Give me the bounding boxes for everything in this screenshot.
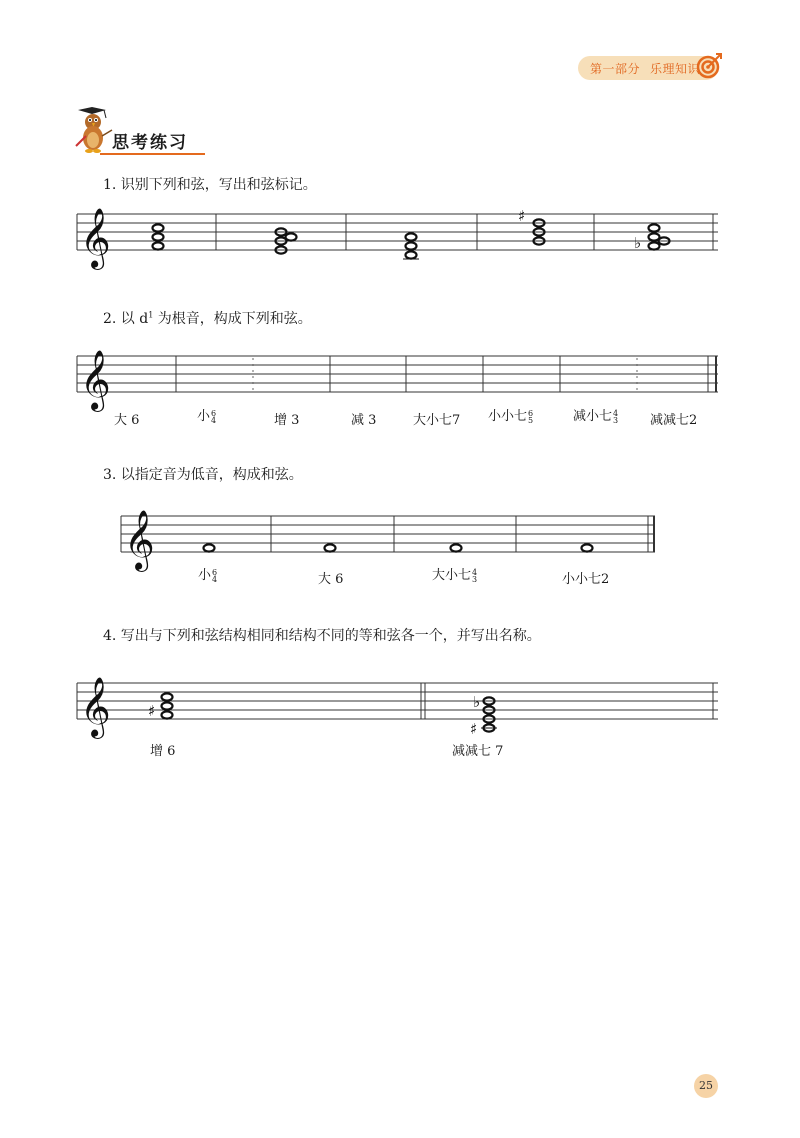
treble-clef-icon: 𝄞 [80, 350, 111, 410]
chapter-part: 第一部分 [590, 61, 641, 76]
treble-clef-icon: 𝄞 [80, 208, 111, 268]
bass-note-3 [451, 544, 462, 551]
chapter-topic: 乐理知识 [650, 61, 701, 76]
question-1: 1. 识别下列和弦，写出和弦标记。 [103, 177, 317, 193]
q3-label-1: 小 6 4 [198, 567, 218, 584]
flat-icon: ♭ [473, 693, 481, 711]
q2-label-3: 增 3 [274, 413, 300, 428]
sharp-icon: ♯ [148, 702, 156, 720]
chord-q4-2 [481, 697, 497, 731]
question-4: 4. 写出与下列和弦结构相同和结构不同的等和弦各一个，并写出名称。 [103, 628, 541, 644]
sharp-icon: ♯ [470, 720, 478, 738]
q2-label-7: 减小七 4 3 [573, 408, 619, 425]
chord-2 [276, 228, 297, 253]
q2-label-5: 大小七7 [413, 413, 461, 428]
treble-clef-icon: 𝄞 [124, 510, 155, 570]
chord-q4-1 [162, 693, 173, 718]
question-2: 2. 以 $d^1$ 为根音，构成下列和弦。 [103, 310, 312, 327]
q2-label-1: 大 6 [114, 413, 140, 428]
target-icon [695, 52, 723, 80]
chord-1 [153, 224, 164, 249]
q2-label-8: 减减七2 [650, 413, 698, 428]
q4-label-2: 减减七 7 [452, 744, 504, 759]
question-3: 3. 以指定音为低音，构成和弦。 [103, 467, 303, 483]
q2-label-2: 小 6 4 [197, 408, 217, 425]
section-title: 思考练习 [112, 133, 188, 153]
q3-label-2: 大 6 [318, 572, 344, 587]
section-title-underline [100, 153, 205, 155]
q3-label-3: 大小七 4 3 [432, 567, 478, 584]
bass-note-4 [582, 544, 593, 551]
q3-label-4: 小小七2 [562, 572, 610, 587]
chord-5 [649, 224, 670, 249]
mascot-teacher-icon [74, 106, 114, 156]
chord-3 [403, 233, 419, 259]
bass-note-2 [325, 544, 336, 551]
chord-4 [534, 219, 545, 244]
q4-label-1: 增 6 [150, 744, 176, 759]
bass-note-1 [204, 544, 215, 551]
flat-icon: ♭ [634, 234, 642, 252]
treble-clef-icon: 𝄞 [80, 677, 111, 737]
page-number: 25 [694, 1074, 718, 1098]
q2-label-4: 减 3 [351, 413, 377, 428]
q2-label-6: 小小七 6 5 [488, 408, 534, 425]
sharp-icon: ♯ [518, 207, 526, 225]
